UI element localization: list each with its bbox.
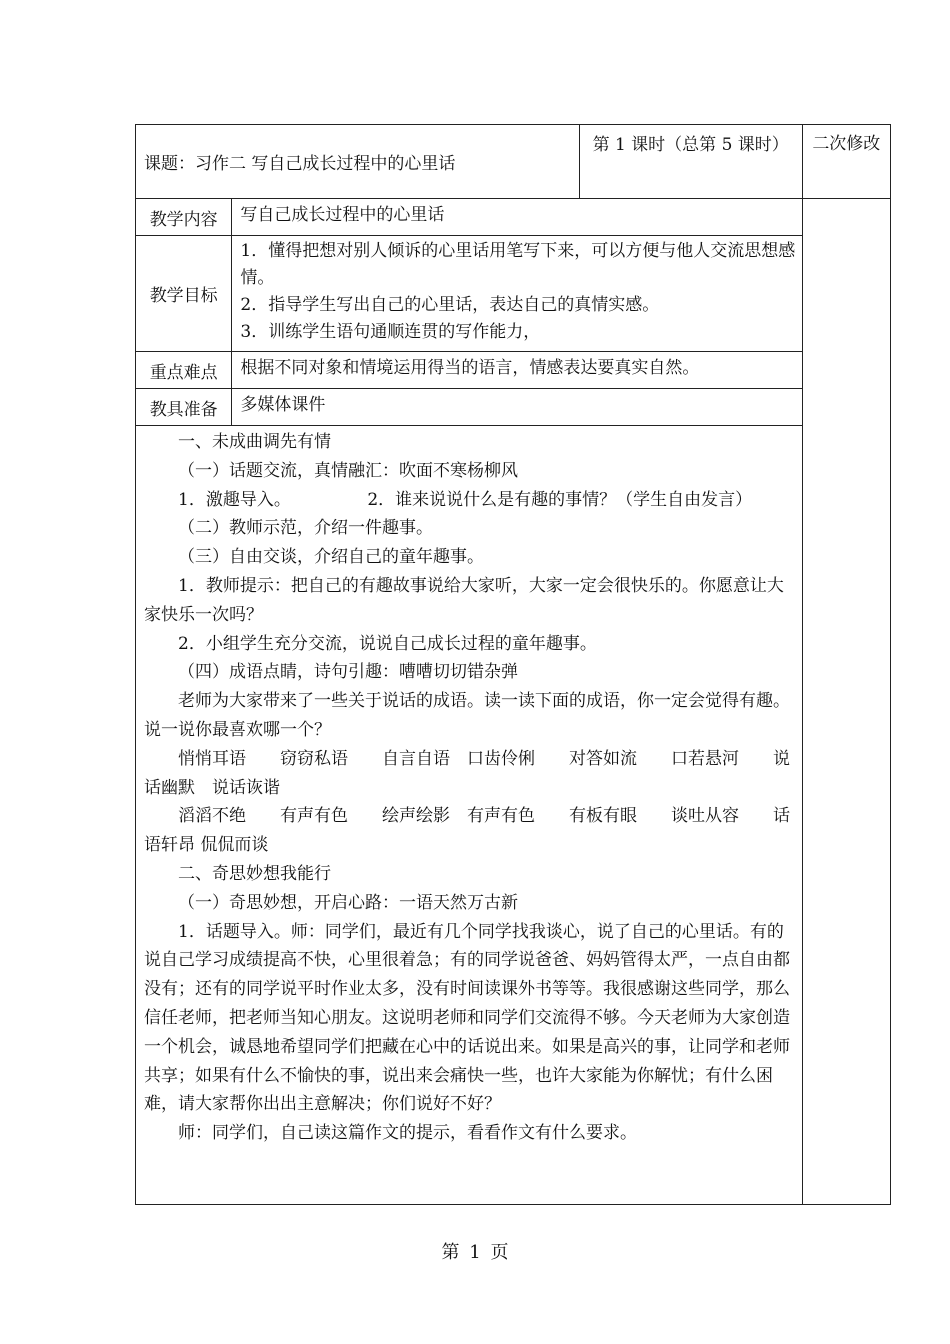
process-line: 滔滔不绝 有声有色 绘声绘影 有声有色 有板有眼 谈吐从容 话语轩昂 侃侃而谈 <box>144 806 790 856</box>
goal-item: 1．懂得把想对别人倾诉的心里话用笔写下来，可以方便与他人交流思想感情。 <box>240 241 796 288</box>
process-line: 老师为大家带来了一些关于说话的成语。读一读下面的成语，你一定会觉得有趣。说一说你最喜欢哪一个？ <box>144 691 790 740</box>
focus-row <box>136 352 891 389</box>
lesson-plan-table <box>135 124 891 1205</box>
page-number: 第 1 页 <box>441 1242 509 1263</box>
process-line: 师：同学们，自己读这篇作文的提示，看看作文有什么要求。 <box>178 1123 637 1144</box>
lesson-period: 第 1 课时（总第 5 课时） <box>579 125 802 199</box>
process-line: 一、未成曲调先有情 <box>178 432 331 452</box>
revision-column <box>802 199 890 1205</box>
process-line: （三）自由交谈，介绍自己的童年趣事。 <box>178 547 484 568</box>
process-line: （四）成语点睛，诗句引趣：嘈嘈切切错杂弹 <box>178 662 518 683</box>
process-line: 二、奇思妙想我能行 <box>178 863 331 884</box>
header-row <box>136 125 891 199</box>
goal-item: 2．指导学生写出自己的心里话，表达自己的真情实感。 <box>240 295 660 315</box>
process-line: 1．教师提示：把自己的有趣故事说给大家听，大家一定会很快乐的。你愿意让大家快乐一次吗？ <box>144 575 784 625</box>
focus-label: 重点难点 <box>136 352 232 389</box>
teaching-process <box>136 426 803 1205</box>
goal-item: 3．训练学生语句通顺连贯的写作能力， <box>240 322 541 342</box>
process-row <box>136 426 891 1205</box>
goals-label: 教学目标 <box>136 236 232 352</box>
lesson-topic: 课题：习作二 写自己成长过程中的心里话 <box>136 125 580 199</box>
tools-label: 教具准备 <box>136 389 232 426</box>
revision-label: 二次修改 <box>802 125 890 199</box>
content-row <box>136 199 891 236</box>
focus-value: 根据不同对象和情境运用得当的语言，情感表达要真实自然。 <box>232 352 802 389</box>
content-label: 教学内容 <box>136 199 232 236</box>
goals-list <box>232 236 802 352</box>
process-line: （一）奇思妙想，开启心路：一语天然万古新 <box>178 892 518 913</box>
tools-row <box>136 389 891 426</box>
tools-value: 多媒体课件 <box>232 389 802 426</box>
process-line: 1．话题导入。师：同学们，最近有几个同学找我谈心，说了自己的心里话。有的说自己学习成绩提高不快，心里很着急；有的同学说爸爸、妈妈管得太严，一点自由都没有；还有的同学说平时作业太多，没有时间读课外书等等。我很感谢这些同学，那么信任老师，把老师当知心朋友。这说明老师和同学们交流得不够。今天老师为大家创造一个机会，诚恳地希望同学们把藏在心中的话说出来。如果是高兴的事，让同学和老师共享；如果有什么不愉快的事，说出来会痛快一些，也许大家能为你解忧；有什么困难，请大家帮你出出主意解决；你们说好不好？ <box>144 921 790 1115</box>
goals-row <box>136 236 891 352</box>
process-line: （一）话题交流，真情融汇：吹面不寒杨柳风 <box>178 460 518 481</box>
process-line: 1．激趣导入。 2．谁来说说什么是有趣的事情？（学生自由发言） <box>178 489 753 510</box>
content-value: 写自己成长过程中的心里话 <box>232 199 802 236</box>
process-line: （二）教师示范，介绍一件趣事。 <box>178 518 433 539</box>
process-line: 2．小组学生充分交流，说说自己成长过程的童年趣事。 <box>178 633 597 654</box>
process-line: 悄悄耳语 窃窃私语 自言自语 口齿伶俐 对答如流 口若悬河 说话幽默 说话诙谐 <box>144 748 790 798</box>
